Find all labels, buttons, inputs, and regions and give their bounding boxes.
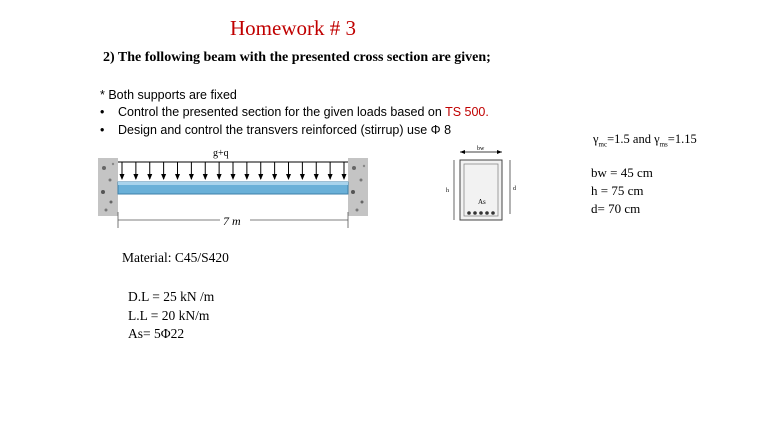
span-label: 7 m [223, 214, 241, 228]
question-text: 2) The following beam with the presented cross section are given; [103, 50, 491, 65]
bullet-item [100, 123, 451, 137]
dead-load: D.L = 25 kN /m [128, 289, 215, 304]
section-outline [460, 160, 502, 220]
reinforcement-area: As= 5Φ22 [128, 326, 185, 341]
load-arrow-head [328, 174, 333, 180]
distributed-load-arrows [120, 162, 347, 180]
right-fixed-support [348, 158, 368, 216]
load-arrow-head [203, 174, 208, 180]
live-load: L.L = 20 kN/m [128, 308, 210, 323]
load-arrow-head [272, 174, 277, 180]
load-arrow-head [258, 174, 263, 180]
safety-factors: $\gamma_{mc}=1.5$ and $\gamma_{ms}=1.15$ [593, 132, 697, 149]
load-arrow-head [147, 174, 152, 180]
load-arrow-head [286, 174, 291, 180]
beam-diagram [96, 140, 376, 240]
left-fixed-support [98, 158, 118, 216]
bullet-item [100, 105, 489, 119]
d-label: d [513, 186, 516, 192]
load-arrow-head [175, 174, 180, 180]
bullet-dot-icon: • [100, 123, 105, 137]
load-label: g+q [213, 148, 229, 159]
load-arrow-head [342, 174, 347, 180]
effective-depth: d= 70 cm [591, 201, 641, 216]
cross-section-diagram [440, 140, 530, 230]
as-label: As [478, 198, 486, 206]
load-arrow-head [217, 174, 222, 180]
load-arrow-head [314, 174, 319, 180]
bullet-text: Control the presented section for the given loads based on [118, 105, 446, 119]
bullet-text: Design and control the transvers reinforced (stirrup) use Φ 8 [118, 123, 452, 137]
load-arrow-head [244, 174, 249, 180]
h-label: h [446, 188, 449, 194]
material-spec: Material: C45/S420 [122, 250, 229, 265]
page-title: Homework # 3 [230, 16, 356, 40]
load-arrow-head [161, 174, 166, 180]
load-arrow-head [189, 174, 194, 180]
load-arrow-head [300, 174, 305, 180]
section-height: h = 75 cm [591, 183, 644, 198]
section-width: bw = 45 cm [591, 165, 653, 180]
load-arrow-head [133, 174, 138, 180]
support-note: * Both supports are fixed [100, 88, 237, 102]
load-arrow-head [231, 174, 236, 180]
bullet-dot-icon: • [100, 105, 105, 119]
bw-label: bw [477, 146, 485, 152]
standard-reference: TS 500. [445, 105, 489, 119]
load-arrow-head [120, 174, 125, 180]
